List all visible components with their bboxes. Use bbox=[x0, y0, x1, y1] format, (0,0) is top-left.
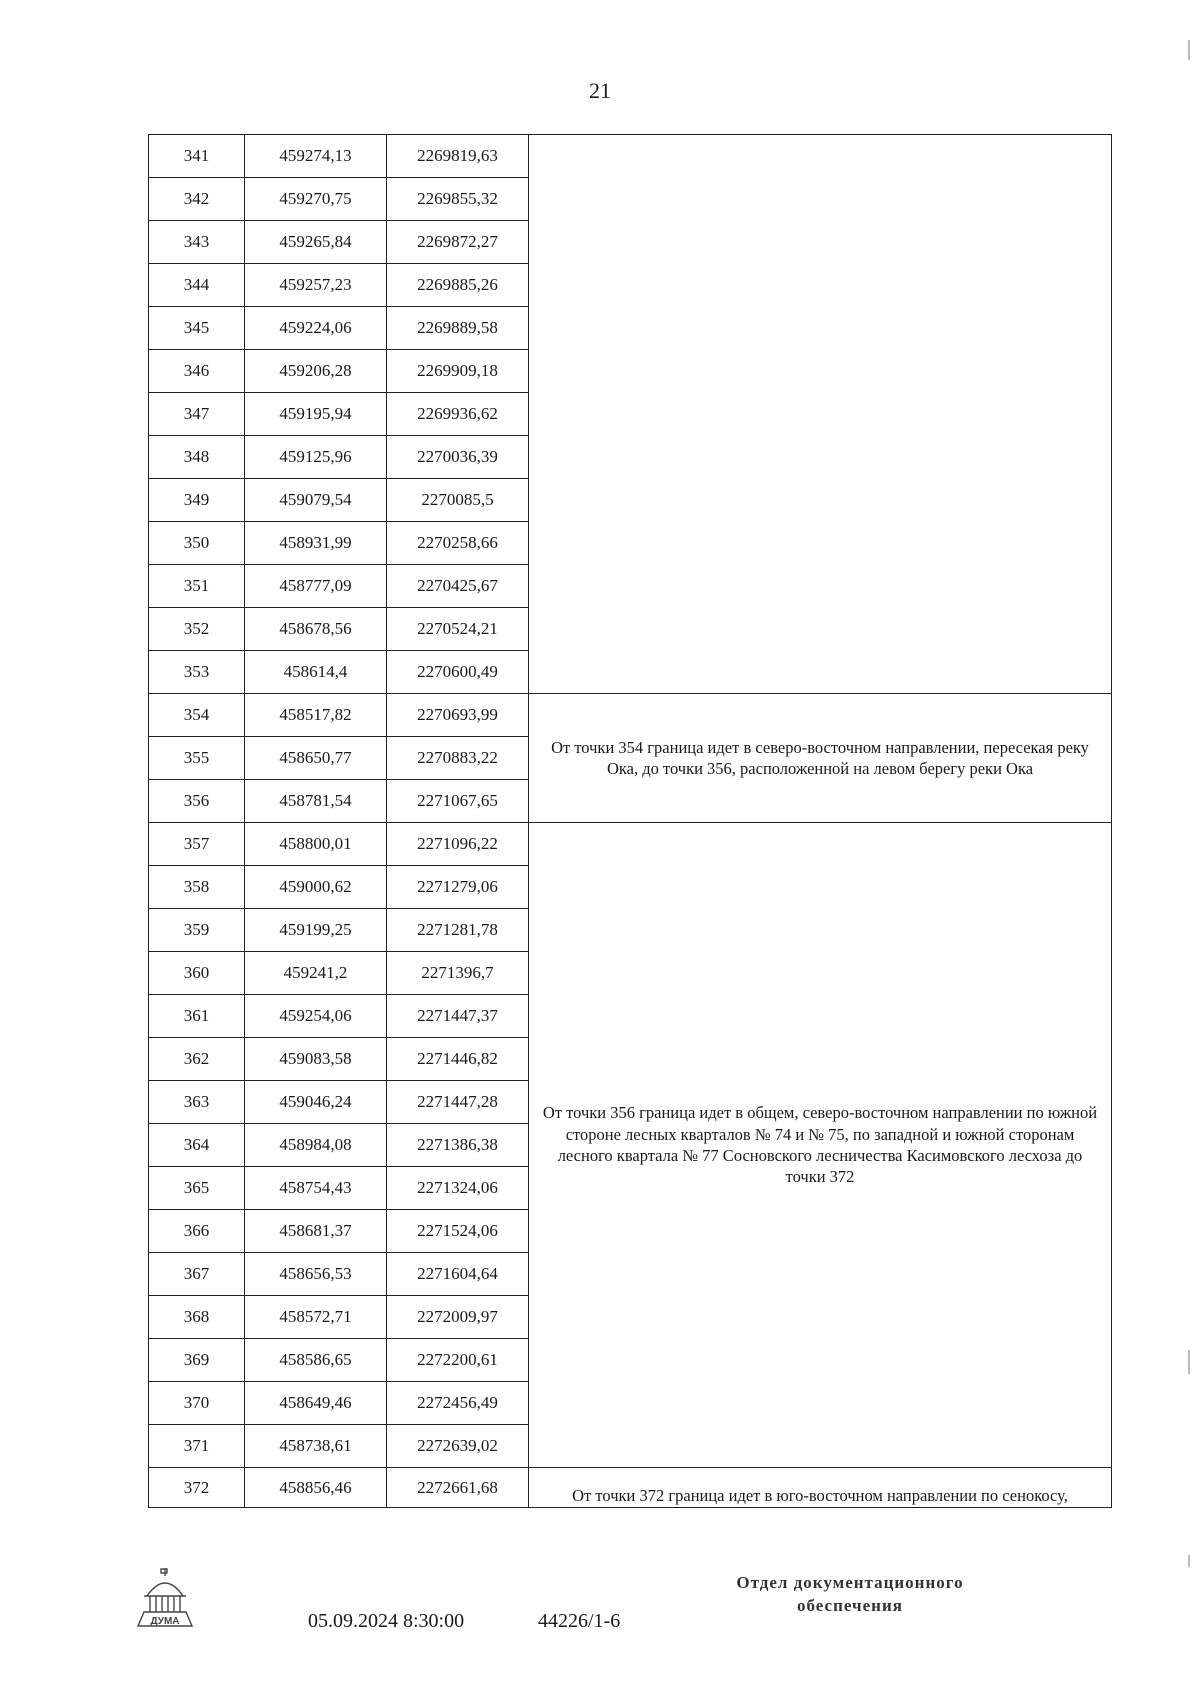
scan-mark bbox=[1188, 40, 1190, 60]
point-number: 342 bbox=[149, 178, 245, 221]
coord-y: 2271604,64 bbox=[387, 1253, 529, 1296]
coordinates-table bbox=[148, 134, 1112, 1508]
coord-y: 2270600,49 bbox=[387, 651, 529, 694]
coord-y: 2271524,06 bbox=[387, 1210, 529, 1253]
point-number: 350 bbox=[149, 522, 245, 565]
coord-y: 2269889,58 bbox=[387, 307, 529, 350]
coord-y: 2272639,02 bbox=[387, 1425, 529, 1468]
point-number: 368 bbox=[149, 1296, 245, 1339]
coord-y: 2272009,97 bbox=[387, 1296, 529, 1339]
point-number: 358 bbox=[149, 866, 245, 909]
table-row bbox=[149, 1468, 1112, 1508]
coord-y: 2270693,99 bbox=[387, 694, 529, 737]
coord-x: 459079,54 bbox=[245, 479, 387, 522]
department-stamp bbox=[700, 1572, 1000, 1618]
point-number: 356 bbox=[149, 780, 245, 823]
boundary-description: От точки 372 граница идет в юго-восточном направлении по сенокосу, bbox=[529, 1468, 1112, 1508]
point-number: 346 bbox=[149, 350, 245, 393]
point-number: 364 bbox=[149, 1124, 245, 1167]
point-number: 363 bbox=[149, 1081, 245, 1124]
coord-y: 2270258,66 bbox=[387, 522, 529, 565]
coord-x: 458649,46 bbox=[245, 1382, 387, 1425]
coord-y: 2271324,06 bbox=[387, 1167, 529, 1210]
point-number: 372 bbox=[149, 1468, 245, 1508]
coord-y: 2270883,22 bbox=[387, 737, 529, 780]
coord-x: 459274,13 bbox=[245, 135, 387, 178]
coord-x: 459254,06 bbox=[245, 995, 387, 1038]
coord-x: 459046,24 bbox=[245, 1081, 387, 1124]
coord-y: 2271396,7 bbox=[387, 952, 529, 995]
coord-x: 458856,46 bbox=[245, 1468, 387, 1508]
duma-logo-icon bbox=[134, 1566, 196, 1630]
coord-y: 2271386,38 bbox=[387, 1124, 529, 1167]
coord-y: 2270085,5 bbox=[387, 479, 529, 522]
coord-x: 458754,43 bbox=[245, 1167, 387, 1210]
coord-x: 458777,09 bbox=[245, 565, 387, 608]
point-number: 362 bbox=[149, 1038, 245, 1081]
coord-y: 2271447,28 bbox=[387, 1081, 529, 1124]
point-number: 370 bbox=[149, 1382, 245, 1425]
coord-y: 2272200,61 bbox=[387, 1339, 529, 1382]
point-number: 352 bbox=[149, 608, 245, 651]
point-number: 344 bbox=[149, 264, 245, 307]
point-number: 367 bbox=[149, 1253, 245, 1296]
point-number: 351 bbox=[149, 565, 245, 608]
point-number: 341 bbox=[149, 135, 245, 178]
point-number: 371 bbox=[149, 1425, 245, 1468]
scan-mark bbox=[1188, 1350, 1190, 1374]
coord-x: 459083,58 bbox=[245, 1038, 387, 1081]
coord-y: 2271279,06 bbox=[387, 866, 529, 909]
point-number: 360 bbox=[149, 952, 245, 995]
svg-text:ДУМА: ДУМА bbox=[150, 1616, 180, 1627]
footer-datetime: 05.09.2024 8:30:00 bbox=[308, 1610, 465, 1632]
point-number: 361 bbox=[149, 995, 245, 1038]
table-row bbox=[149, 823, 1112, 866]
coord-x: 458984,08 bbox=[245, 1124, 387, 1167]
point-number: 353 bbox=[149, 651, 245, 694]
point-number: 369 bbox=[149, 1339, 245, 1382]
scan-mark bbox=[1188, 1555, 1190, 1567]
point-number: 343 bbox=[149, 221, 245, 264]
coord-x: 458517,82 bbox=[245, 694, 387, 737]
boundary-description: От точки 354 граница идет в северо-восточном направлении, пересекая реку Ока, до точки 356, расположенной на левом берегу реки Ока bbox=[529, 694, 1112, 823]
coord-x: 459257,23 bbox=[245, 264, 387, 307]
coord-x: 459000,62 bbox=[245, 866, 387, 909]
point-number: 345 bbox=[149, 307, 245, 350]
coord-y: 2271447,37 bbox=[387, 995, 529, 1038]
coord-x: 458681,37 bbox=[245, 1210, 387, 1253]
coord-x: 458781,54 bbox=[245, 780, 387, 823]
coord-x: 458656,53 bbox=[245, 1253, 387, 1296]
coord-y: 2271281,78 bbox=[387, 909, 529, 952]
point-number: 348 bbox=[149, 436, 245, 479]
coord-y: 2272456,49 bbox=[387, 1382, 529, 1425]
point-number: 355 bbox=[149, 737, 245, 780]
coord-x: 459125,96 bbox=[245, 436, 387, 479]
stamp-line-2: обеспечения bbox=[797, 1595, 903, 1615]
coord-x: 459206,28 bbox=[245, 350, 387, 393]
description-cell-empty bbox=[529, 135, 1112, 694]
point-number: 357 bbox=[149, 823, 245, 866]
coord-x: 459241,2 bbox=[245, 952, 387, 995]
coord-y: 2270524,21 bbox=[387, 608, 529, 651]
coord-y: 2269855,32 bbox=[387, 178, 529, 221]
coord-x: 459195,94 bbox=[245, 393, 387, 436]
coord-x: 459265,84 bbox=[245, 221, 387, 264]
coord-y: 2271096,22 bbox=[387, 823, 529, 866]
coord-y: 2269936,62 bbox=[387, 393, 529, 436]
coord-x: 459199,25 bbox=[245, 909, 387, 952]
coord-y: 2270425,67 bbox=[387, 565, 529, 608]
coord-x: 459224,06 bbox=[245, 307, 387, 350]
point-number: 365 bbox=[149, 1167, 245, 1210]
coord-x: 458586,65 bbox=[245, 1339, 387, 1382]
coord-y: 2269885,26 bbox=[387, 264, 529, 307]
coord-x: 458678,56 bbox=[245, 608, 387, 651]
coord-x: 458931,99 bbox=[245, 522, 387, 565]
coord-y: 2271067,65 bbox=[387, 780, 529, 823]
point-number: 366 bbox=[149, 1210, 245, 1253]
point-number: 347 bbox=[149, 393, 245, 436]
stamp-line-1: Отдел документационного bbox=[736, 1573, 964, 1592]
coord-x: 458800,01 bbox=[245, 823, 387, 866]
point-number: 349 bbox=[149, 479, 245, 522]
coord-y: 2269819,63 bbox=[387, 135, 529, 178]
coord-x: 458572,71 bbox=[245, 1296, 387, 1339]
coord-y: 2271446,82 bbox=[387, 1038, 529, 1081]
coord-y: 2269872,27 bbox=[387, 221, 529, 264]
coord-x: 459270,75 bbox=[245, 178, 387, 221]
coord-y: 2272661,68 bbox=[387, 1468, 529, 1508]
point-number: 354 bbox=[149, 694, 245, 737]
boundary-description: От точки 356 граница идет в общем, северо-восточном направлении по южной стороне лесных кварталов № 74 и № 75, по западной и южной сторонам лесного квартала № 77 Сосновского лесничества Касимовского лесхоза до точки 372 bbox=[529, 823, 1112, 1468]
table-row bbox=[149, 694, 1112, 737]
footer-doc-number: 44226/1-6 bbox=[538, 1610, 621, 1632]
coord-x: 458614,4 bbox=[245, 651, 387, 694]
coord-y: 2269909,18 bbox=[387, 350, 529, 393]
coord-x: 458738,61 bbox=[245, 1425, 387, 1468]
point-number: 359 bbox=[149, 909, 245, 952]
coord-y: 2270036,39 bbox=[387, 436, 529, 479]
coord-x: 458650,77 bbox=[245, 737, 387, 780]
page-number: 21 bbox=[589, 78, 611, 103]
coordinates-table-body bbox=[149, 135, 1112, 1508]
table-row bbox=[149, 135, 1112, 178]
